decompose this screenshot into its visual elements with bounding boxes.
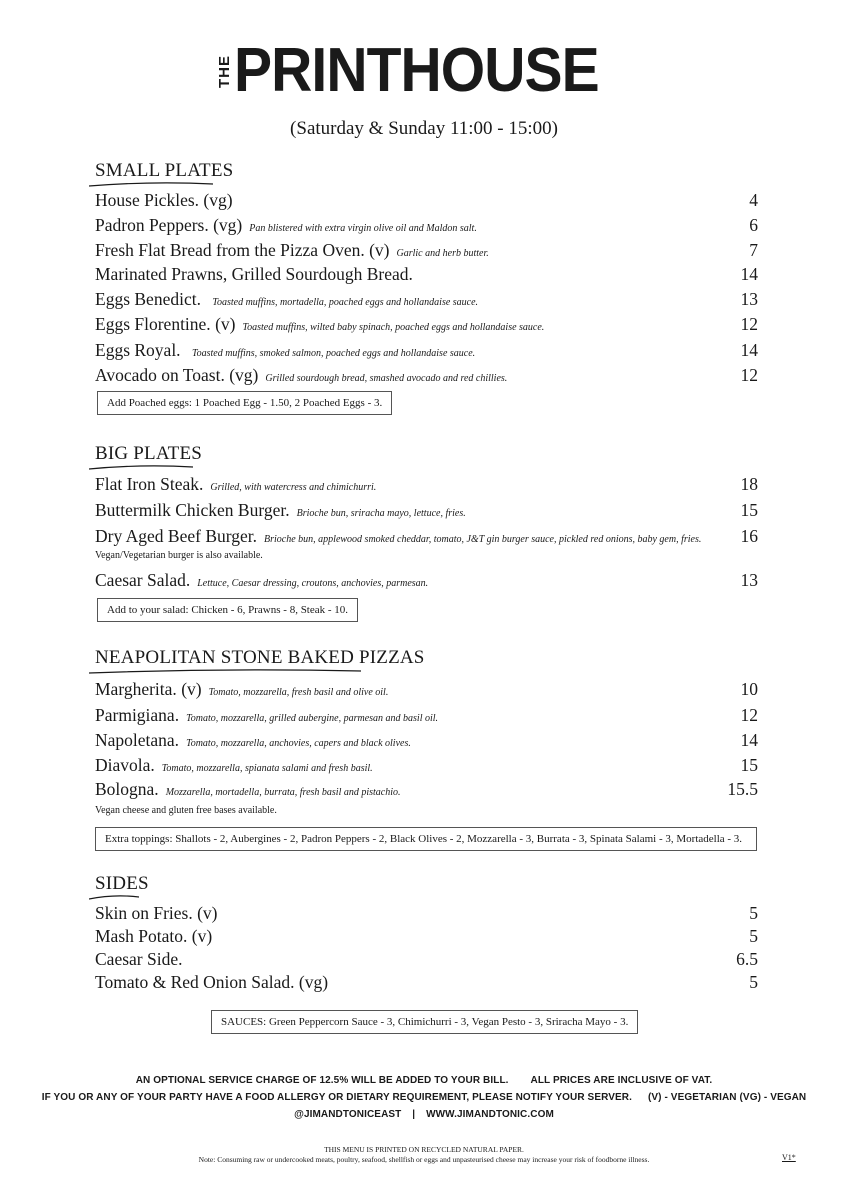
menu-item: [95, 902, 758, 924]
item-name: Dry Aged Beef Burger.: [95, 526, 258, 546]
diet-tag: (v): [369, 240, 390, 260]
item-name: Flat Iron Steak.: [95, 474, 204, 494]
menu-item: [95, 704, 758, 730]
item-name: Caesar Side.: [95, 949, 183, 969]
item-price: 18: [740, 474, 758, 494]
item-description: Brioche bun, applewood smoked cheddar, tomato, J&T gin burger sauce, pickled red onions, baby gem, fries.: [264, 534, 702, 545]
item-name: Tomato & Red Onion Salad.: [95, 972, 295, 992]
logo-the: THE: [216, 54, 234, 88]
menu-item: [95, 569, 758, 595]
menu-item: [95, 263, 758, 289]
item-price: 7: [749, 240, 758, 260]
diet-tag: (vg): [203, 190, 233, 210]
item-description: Tomato, mozzarella, fresh basil and olive oil.: [208, 687, 389, 698]
item-description: Pan blistered with extra virgin olive oil and Maldon salt.: [249, 223, 477, 234]
item-price: 12: [740, 705, 758, 725]
item-description: Tomato, mozzarella, anchovies, capers and black olives.: [186, 738, 411, 749]
item-price: 6: [749, 215, 758, 235]
menu-item: [95, 754, 758, 780]
item-price: 5: [749, 972, 758, 992]
section-title-sides: SIDES: [95, 873, 149, 895]
item-name: Parmigiana.: [95, 705, 180, 725]
item-name: House Pickles.: [95, 190, 200, 210]
diet-tag: (vg): [229, 365, 259, 385]
menu-item: [95, 214, 758, 240]
item-description: Tomato, mozzarella, spianata salami and fresh basil.: [161, 763, 373, 774]
recycled-paper-note: THIS MENU IS PRINTED ON RECYCLED NATURAL PAPER.: [324, 1145, 524, 1154]
section-title-big-plates: BIG PLATES: [95, 443, 202, 465]
logo: [0, 36, 848, 105]
item-name: Caesar Salad.: [95, 570, 191, 590]
item-description: Grilled, with watercress and chimichurri.: [210, 482, 377, 493]
menu-item: [95, 729, 758, 755]
opening-hours: (Saturday & Sunday 11:00 - 15:00): [290, 118, 558, 139]
item-description: Toasted muffins, smoked salmon, poached eggs and hollandaise sauce.: [191, 348, 476, 359]
food-safety-warning: Note: Consuming raw or undercooked meats, poultry, seafood, shellfish or eggs and unpasteurised cheese may increase your risk of foodborne illness.: [198, 1155, 650, 1164]
item-description: Garlic and herb butter.: [396, 248, 489, 259]
menu-item: [95, 339, 758, 365]
diet-tag: (v): [191, 926, 213, 946]
title-underline: [89, 669, 361, 675]
item-name: Diavola.: [95, 755, 155, 775]
note-vegan-burger: Vegan/Vegetarian burger is also available.: [95, 550, 263, 561]
menu-item: [95, 189, 758, 215]
menu-item: [95, 925, 758, 947]
logo-printhouse: PRINTHOUSE: [234, 36, 600, 105]
section-title-pizzas: NEAPOLITAN STONE BAKED PIZZAS: [95, 647, 425, 669]
item-price: 13: [740, 570, 758, 590]
item-price: 4: [749, 190, 758, 210]
menu-item: [95, 313, 758, 339]
item-name: Fresh Flat Bread from the Pizza Oven.: [95, 240, 365, 260]
item-name: Eggs Florentine.: [95, 314, 211, 334]
item-name: Eggs Benedict.: [95, 289, 201, 309]
footer-service-line: AN OPTIONAL SERVICE CHARGE OF 12.5% WILL BE ADDED TO YOUR BILL. ALL PRICES ARE INCLUSIVE OF VAT.: [135, 1075, 713, 1086]
item-description: Toasted muffins, wilted baby spinach, poached eggs and hollandaise sauce.: [242, 322, 545, 333]
menu-item: [95, 678, 758, 704]
item-price: 13: [740, 289, 758, 309]
diet-tag: (v): [215, 314, 236, 334]
menu-item: [95, 499, 758, 525]
item-price: 14: [740, 730, 758, 750]
item-name: Padron Peppers.: [95, 215, 209, 235]
item-description: Brioche bun, sriracha mayo, lettuce, fries.: [296, 508, 466, 519]
menu-item: [95, 525, 758, 551]
item-price: 10: [740, 679, 758, 699]
menu-item: [95, 778, 758, 804]
diet-tag: (v): [197, 903, 218, 923]
item-price: 14: [740, 264, 758, 284]
item-price: 14: [740, 340, 758, 360]
item-name: Mash Potato.: [95, 926, 188, 946]
item-description: Lettuce, Caesar dressing, croutons, anchovies, parmesan.: [197, 578, 429, 589]
title-underline: [89, 182, 213, 188]
item-description: Toasted muffins, mortadella, poached eggs and hollandaise sauce.: [212, 297, 479, 308]
item-price: 12: [740, 365, 758, 385]
menu-item: [95, 948, 758, 970]
item-name: Buttermilk Chicken Burger.: [95, 500, 290, 520]
item-description: Tomato, mozzarella, grilled aubergine, parmesan and basil oil.: [186, 713, 439, 724]
item-price: 12: [740, 314, 758, 334]
item-name: Eggs Royal.: [95, 340, 181, 360]
menu-item: [95, 288, 758, 314]
diet-tag: (vg): [213, 215, 243, 235]
menu-item: [95, 364, 758, 390]
item-price: 15: [740, 755, 758, 775]
addon-box-poached-eggs: Add Poached eggs: 1 Poached Egg - 1.50, 2 Poached Eggs - 3.: [97, 391, 392, 415]
item-price: 5: [749, 926, 758, 946]
social-handle[interactable]: @JIMANDTONICEAST: [294, 1109, 402, 1120]
diet-tag: (vg): [298, 972, 329, 992]
addon-box-extra-toppings: Extra toppings: Shallots - 2, Aubergines - 2, Padron Peppers - 2, Black Olives - 2, Mozzarella - 3, Burrata - 3, Spinata Salami - 3, Mortadella - 3.: [95, 827, 757, 851]
note-vegan-cheese: Vegan cheese and gluten free bases available.: [95, 805, 277, 816]
addon-box-sauces: SAUCES: Green Peppercorn Sauce - 3, Chimichurri - 3, Vegan Pesto - 3, Sriracha Mayo - 3.: [211, 1010, 638, 1034]
item-description: Grilled sourdough bread, smashed avocado and red chillies.: [265, 373, 508, 384]
item-name: Avocado on Toast.: [95, 365, 225, 385]
item-name: Margherita.: [95, 679, 177, 699]
version-mark: V1*: [782, 1153, 796, 1162]
addon-box-salad: Add to your salad: Chicken - 6, Prawns - 8, Steak - 10.: [97, 598, 358, 622]
footer-allergy-line: IF YOU OR ANY OF YOUR PARTY HAVE A FOOD ALLERGY OR DIETARY REQUIREMENT, PLEASE NOTIFY YOUR SERVER. (V) - VEGETARIAN (VG) - VEGAN: [41, 1092, 807, 1103]
item-name: Skin on Fries.: [95, 903, 193, 923]
diet-tag: (v): [181, 679, 202, 699]
menu-item: [95, 473, 758, 499]
section-title-small-plates: SMALL PLATES: [95, 160, 233, 182]
item-price: 15: [740, 500, 758, 520]
item-name: Marinated Prawns, Grilled Sourdough Bread.: [95, 264, 413, 284]
menu-item: [95, 971, 758, 993]
item-price: 15.5: [727, 779, 758, 799]
item-name: Bologna.: [95, 779, 159, 799]
title-underline: [89, 465, 193, 471]
item-price: 5: [749, 903, 758, 923]
item-price: 6.5: [736, 949, 758, 969]
title-underline: [89, 895, 139, 901]
item-description: Mozzarella, mortadella, burrata, fresh basil and pistachio.: [165, 787, 401, 798]
footer-contact-line: @JIMANDTONICEAST | WWW.JIMANDTONIC.COM: [294, 1109, 554, 1120]
item-name: Napoletana.: [95, 730, 180, 750]
menu-item: [95, 239, 758, 265]
website-link[interactable]: WWW.JIMANDTONIC.COM: [426, 1109, 554, 1120]
item-price: 16: [740, 526, 758, 546]
